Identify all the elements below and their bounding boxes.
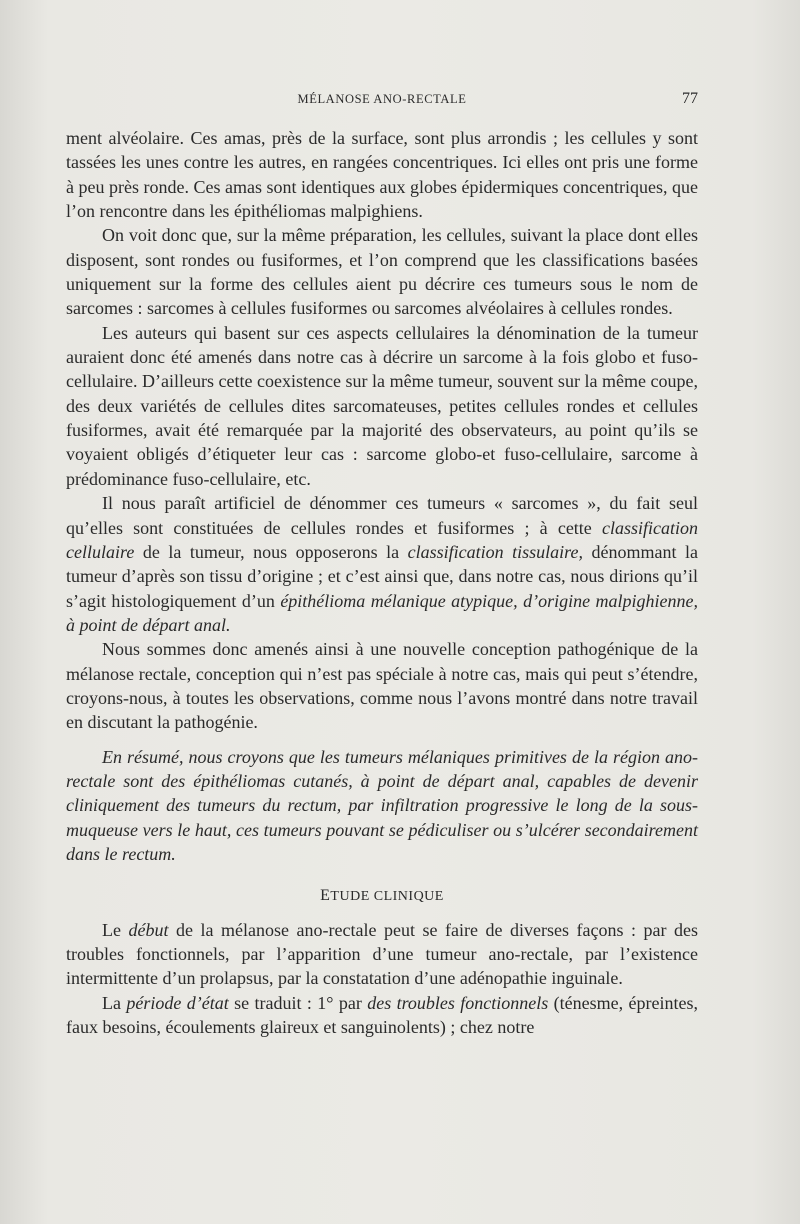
paragraph-4 [66, 491, 698, 637]
paragraph-5: Nous sommes donc amenés ainsi à une nouvelle conception pathogénique de la mélanose rectale, conception qui n’est pas spéciale à notre cas, mais qui peut s’étendre, croyons-nous, à toutes les observations, comme nous l’avons montré dans notre travail en discutant la pathogénie. [66, 639, 698, 733]
paragraph-4-text: dénommant la tumeur d’après son tissu d’origine ; et c’est ainsi que, dans notre cas, nous dirions qu’il s’agit histologiquement d’un [66, 541, 698, 611]
paragraph-8-text: se traduit : 1° par [228, 992, 368, 1013]
paragraph-2: On voit donc que, sur la même préparation, les cellules, suivant la place dont elles disposent, sont rondes ou fusiformes, et l’on comprend que les classifications basées uniquement sur la forme des cellules aient pu décrire ces tumeurs sous le nom de sarcomes : sarcomes à cellules fusiformes ou sarcomes alvéolaires à cellules rondes. [66, 225, 698, 319]
heading-initial: E [320, 887, 331, 905]
page-number: 77 [682, 90, 698, 107]
paragraph-1: ment alvéolaire. Ces amas, près de la surface, sont plus arrondis ; les cellules y sont tassées les unes contre les autres, en rangées concentriques. Ici elles ont pris une forme à peu près ronde. Ces amas sont identiques aux globes épidermiques concentriques, que l’on rencontre dans les épithéliomas malpighiens. [66, 128, 698, 222]
paragraph-8-text: (ténesme, épreintes, faux besoins, écoulements glaireux et sanguinolents) ; chez notre [66, 992, 698, 1038]
paragraph-4-text: Il nous paraît artificiel de dénommer ces tumeurs « sarcomes », du fait seul qu’elles sont constituées de cellules rondes et fusiformes ; à cette [66, 493, 698, 538]
paragraph-8 [66, 991, 698, 1040]
paragraph-8-text: La [102, 992, 127, 1013]
italic-term: épithélioma mélanique atypique, d’origine malpighienne, à point de départ anal. [66, 590, 698, 635]
italic-term: période d’état [126, 992, 229, 1013]
summary-paragraph: En résumé, nous croyons que les tumeurs mélaniques primitives de la région ano-rectale sont des épithéliomas cutanés, à point de départ anal, capables de devenir cliniquement des tumeurs du rectum, par infiltration progressive le long de la sous-muqueuse vers le haut, ces tumeurs pouvant se pédiculiser ou s’ulcérer secondairement dans le rectum. [66, 746, 698, 864]
italic-term: des troubles fonctionnels [367, 992, 549, 1013]
italic-term: début [128, 919, 169, 940]
italic-term: classification tissulaire, [407, 541, 583, 562]
paragraph-4-text: de la tumeur, nous opposerons la [134, 541, 408, 562]
running-title: MÉLANOSE ANO-RECTALE [297, 92, 467, 106]
paragraph-3: Les auteurs qui basent sur ces aspects cellulaires la dénomination de la tumeur auraient donc été amenés dans notre cas à décrire un sarcome à la fois globo et fuso-cellulaire. D’ailleurs cette coexistence sur la même tumeur, souvent sur la même coupe, des deux variétés de cellules dites sarcomateuses, petites cellules rondes et cellules fusiformes, avait été remarquée par la majorité des observateurs, au point qu’ils se voyaient obligés d’étiqueter leur cas : sarcome globo-et fuso-cellulaire, sarcome à prédominance fuso-cellulaire, etc. [66, 322, 698, 489]
heading-rest: TUDE CLINIQUE [330, 889, 444, 905]
page-header [66, 88, 698, 118]
italic-term: classification cellulaire [66, 517, 698, 562]
paragraph-7-text: de la mélanose ano-rectale peut se faire de diverses façons : par des troubles fonctionnels, par l’apparition d’une tumeur ano-rectale, par l’existence intermittente d’un prolapsus, par la constatation d’une adénopathie inguinale. [66, 919, 699, 989]
paragraph-7 [66, 918, 698, 991]
section-heading [66, 884, 698, 909]
body-text [66, 126, 698, 1039]
paragraph-7-text: Le [102, 919, 129, 940]
